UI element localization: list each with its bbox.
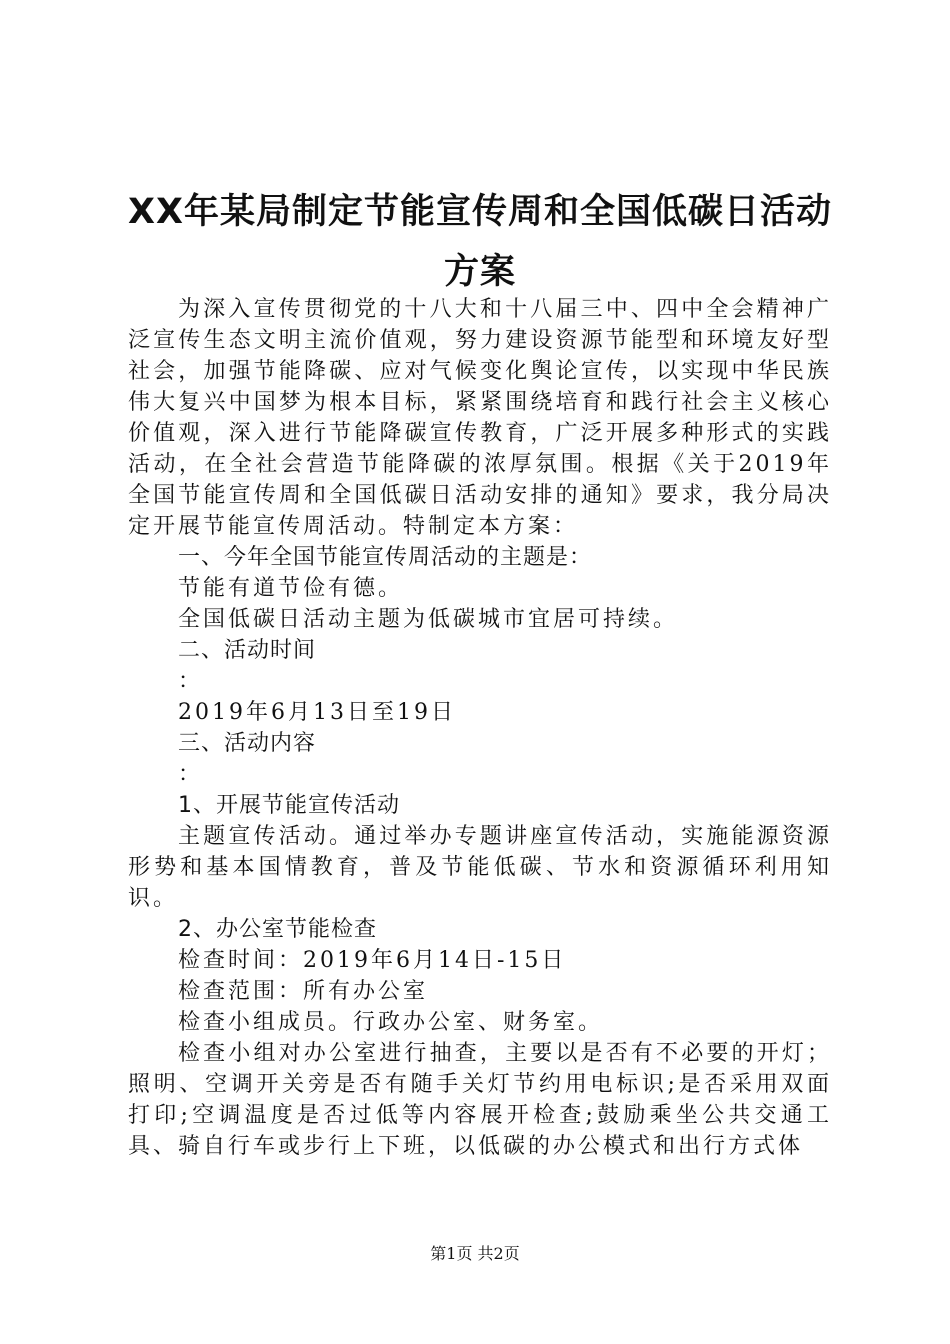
document-title	[128, 182, 832, 302]
title-line-2: 方案	[443, 252, 516, 292]
item-2-time: 检查时间：2019年6月14日-15日	[178, 948, 567, 973]
document-body	[128, 294, 832, 1162]
section-3-heading: 三、活动内容	[178, 731, 317, 756]
item-2-members: 检查小组成员。行政办公室、财务室。	[178, 1010, 604, 1035]
section-2-value: 2019年6月13日至19日	[178, 700, 456, 725]
item-1-text: 主题宣传活动。通过举办专题讲座宣传活动，实施能源资源形势和基本国情教育，普及节能低碳、节水和资源循环利用知识。	[128, 824, 832, 911]
section-2-colon: ：	[178, 669, 204, 694]
page-footer: 第1页 共2页	[430, 1244, 520, 1263]
item-2-scope: 检查范围：所有办公室	[178, 979, 429, 1004]
item-2-heading: 2、办公室节能检查	[178, 917, 377, 942]
item-2-text: 检查小组对办公室进行抽查，主要以是否有不必要的开灯；照明、空调开关旁是否有随手关灯节约用电标识;是否采用双面打印;空调温度是否过低等内容展开检查;鼓励乘坐公共交通工具、骑自行车或步行上下班，以低碳的办公模式和出行方式体	[128, 1041, 832, 1159]
section-1-line-2: 全国低碳日活动主题为低碳城市宜居可持续。	[178, 607, 679, 632]
section-1-heading: 一、今年全国节能宣传周活动的主题是：	[178, 545, 593, 570]
intro-paragraph: 为深入宣传贯彻党的十八大和十八届三中、四中全会精神广泛宣传生态文明主流价值观，努力建设资源节能型和环境友好型社会，加强节能降碳、应对气候变化舆论宣传，以实现中华民族伟大复兴中国梦为根本目标，紧紧围绕培育和践行社会主义核心价值观，深入进行节能降碳宣传教育，广泛开展多种形式的实践活动，在全社会营造节能降碳的浓厚氛围。根据《关于2019年全国节能宣传周和全国低碳日活动安排的通知》要求，我分局决定开展节能宣传周活动。特制定本方案：	[128, 297, 832, 539]
title-line-1: XX年某局制定节能宣传周和全国低碳日活动	[128, 192, 832, 232]
section-1-line-1: 节能有道节俭有德。	[178, 576, 404, 601]
section-2-heading: 二、活动时间	[178, 638, 317, 663]
item-1-heading: 1、开展节能宣传活动	[178, 793, 400, 818]
section-3-colon: ：	[178, 762, 204, 787]
